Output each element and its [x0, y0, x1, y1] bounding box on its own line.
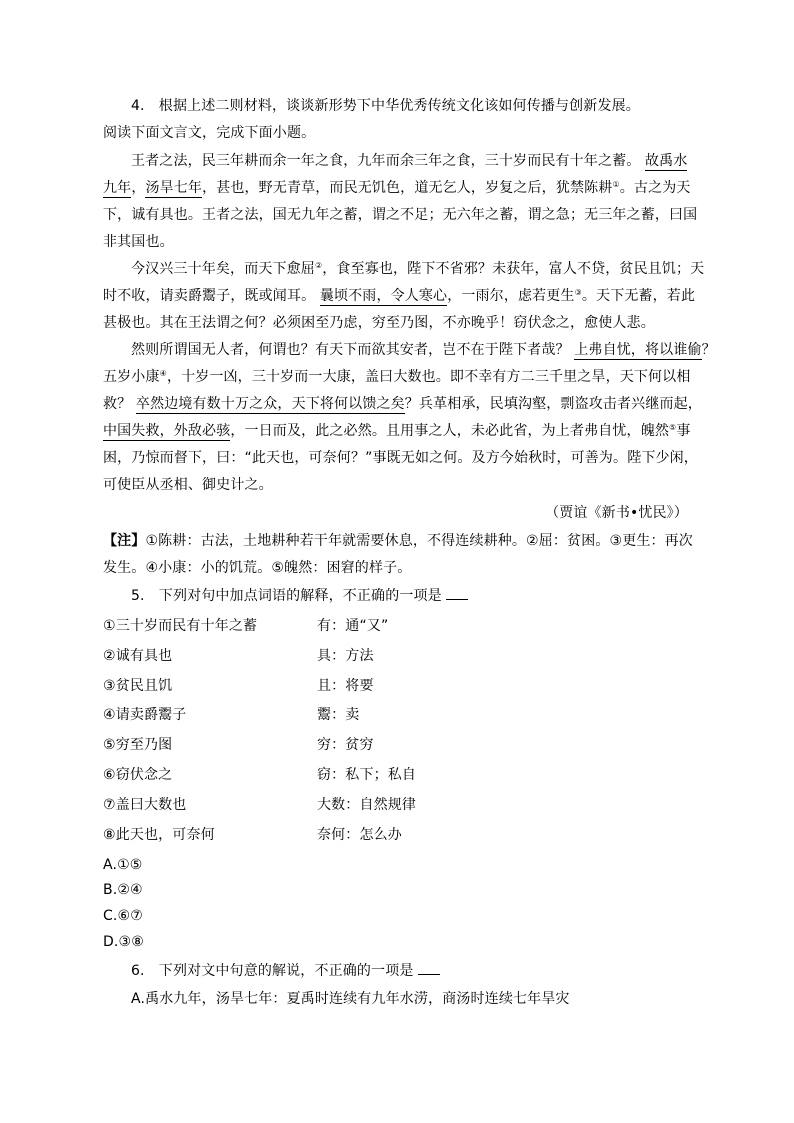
underlined-phrase: 九年	[103, 180, 132, 196]
passage-p2-line1: 今汉兴三十年矣，而天下愈屈②，食至寡也，陛下不省邪？未获年，富人不贷，贫民且饥；天	[131, 261, 705, 277]
passage-p3-line5: 困，乃惊而督下，曰：“此天也，可奈何？”事既无如之何。及方今始秋时，可善为。陛下少闲，	[103, 450, 698, 466]
passage-p3-line1: 然则所谓国无人者，何谓也？有天下而欲其安者，岂不在于陛下者哉？ 上弗自忧，将以谁偷？	[131, 342, 716, 358]
underlined-phrase: 上弗自忧，将以谁偷	[574, 342, 702, 358]
question-5: 5. 下列对句中加点词语的解释，不正确的一项是	[131, 587, 731, 605]
question-6: 6. 下列对文中句意的解说，不正确的一项是	[131, 962, 731, 980]
document-page: 4. 根据上述二则材料，谈谈新形势下中华优秀传统文化该如何传播与创新发展。 阅读下面文言文，完成下面小题。 王者之法，民三年耕而余一年之食，九年而余三年之食，三十岁而民有十年之蓄。 故禹水 九年，汤旱七年，甚也，野无青草，而民无饥色，道无乞人，岁复之后，犹禁陈耕①。古之为天 下，诚有具也。王者之法，国无九年之蓄，谓之不足；无六年之蓄，谓之急；无三年之蓄，曰国 非其国也。 今汉兴三十年矣，而天下愈屈②，食至寡也，陛下不省邪？未获年，富人不贷，贫民且饥；天 时不收，请卖爵鬻子，既或闻耳。 曩顷不雨，令人寒心，一雨尔，虑若更生③。天下无蓄，若此 甚极也。其在王法谓之何？必须困至乃虑，穷至乃图，不亦晚乎！窃伏念之，愈使人悲。 然则所谓国无人者，何谓也？有天下而欲其安者，岂不在于陛下者哉？ 上弗自忧，将以谁偷？ 五岁小康④，十岁一凶，三十岁而一大康，盖曰大数也。即不幸有方二三千里之旱，天下何以相 救？ 卒然边境有数十万之众，天下将何以馈之矣？兵革相承，民填沟壑，剽盗攻击者兴继而起， 中国失救，外敌必骇，一日而及，此之必然。且用事之人，未必此省，为上者弗自忧，魄然⑤事 困，乃惊而督下，曰：“此天也，可奈何？”事既无如之何。及方今始秋时，可善为。陛下少闲， 可使臣从丞相、御史计之。 （贾谊《新书•忧民》） 【注】①陈耕：古法，土地耕种若干年就需要休息，不得连续耕种。②屈：贫困。③更生：再次 发生。④小康：小的饥荒。⑤魄然：困窘的样子。 5. 下列对句中加点词语的解释，不正确的一项是 ①三十岁而民有十年之蓄 有：通“又” ②诚有具也 具：方法 ③贫民且饥 且：将要 ④请卖爵鬻子 鬻：卖 ⑤穷至乃图 穷：贫穷 ⑥窃伏念之 窃：私下；私自 ⑦盖曰大数也 大数：自然规律 ⑧此天也，可奈何 奈何：怎么办 A.①⑤ B.②④ C.⑥⑦ D.③⑧ 6. 下列对文中句意的解说，不正确的一项是 A.禹水九年，汤旱七年：夏禹时连续有九年水涝，商汤时连续七年旱灾	[0, 0, 794, 1123]
passage-p3-line2: 五岁小康④，十岁一凶，三十岁而一大康，盖曰大数也。即不幸有方二三千里之旱，天下何以相	[103, 369, 691, 385]
notes-label: 【注】	[103, 533, 146, 549]
passage-p1-line3: 下，诚有具也。王者之法，国无九年之蓄，谓之不足；无六年之蓄，谓之急；无三年之蓄，曰国	[103, 207, 698, 223]
passage-p3-line4: 中国失救，外敌必骇，一日而及，此之必然。且用事之人，未必此省，为上者弗自忧，魄然⑤事	[103, 423, 691, 439]
passage-p2-line2: 时不收，请卖爵鬻子，既或闻耳。 曩顷不雨，令人寒心，一雨尔，虑若更生③。天下无蓄，若此	[103, 288, 696, 304]
notes-line2: 发生。④小康：小的饥荒。⑤魄然：困窘的样子。	[103, 560, 412, 576]
answer-blank	[446, 587, 468, 600]
q5-option-b[interactable]: B.②④	[103, 882, 143, 898]
underlined-phrase: 曩顷不雨，令人寒心	[319, 288, 448, 304]
passage-p1-line1: 王者之法，民三年耕而余一年之食，九年而余三年之食，三十岁而民有十年之蓄。 故禹水	[131, 153, 688, 169]
q5-option-a[interactable]: A.①⑤	[103, 857, 143, 873]
passage-p3-line6: 可使臣从丞相、御史计之。	[103, 477, 273, 493]
answer-blank	[418, 962, 440, 975]
q6-option-a[interactable]: A.禹水九年，汤旱七年：夏禹时连续有九年水涝，商汤时连续七年旱灾	[131, 991, 570, 1007]
passage-p1-line2: 九年，汤旱七年，甚也，野无青草，而民无饥色，道无乞人，岁复之后，犹禁陈耕①。古之为天	[103, 180, 691, 196]
notes-line1: 【注】①陈耕：古法，土地耕种若干年就需要休息，不得连续耕种。②屈：贫困。③更生：再次	[103, 533, 693, 549]
q5-option-c[interactable]: C.⑥⑦	[103, 908, 143, 924]
question-4: 4. 根据上述二则材料，谈谈新形势下中华优秀传统文化该如何传播与创新发展。	[131, 98, 640, 114]
underlined-phrase: 中国失救，外敌必骇	[103, 423, 231, 439]
passage-p1-line4: 非其国也。	[103, 234, 174, 250]
reading-instruction: 阅读下面文言文，完成下面小题。	[103, 125, 316, 141]
passage-source: （贾谊《新书•忧民》）	[545, 505, 688, 521]
underlined-phrase: 卒然边境有数十万之众，天下将何以馈之矣	[135, 396, 405, 412]
underlined-phrase: 故禹水	[645, 153, 688, 169]
passage-p3-line3: 救？ 卒然边境有数十万之众，天下将何以馈之矣？兵革相承，民填沟壑，剽盗攻击者兴继而起，	[103, 396, 702, 412]
q5-option-d[interactable]: D.③⑧	[103, 934, 144, 950]
passage-p2-line3: 甚极也。其在王法谓之何？必须困至乃虑，穷至乃图，不亦晚乎！窃伏念之，愈使人悲。	[103, 315, 655, 331]
underlined-phrase: 汤旱七年	[145, 180, 203, 196]
